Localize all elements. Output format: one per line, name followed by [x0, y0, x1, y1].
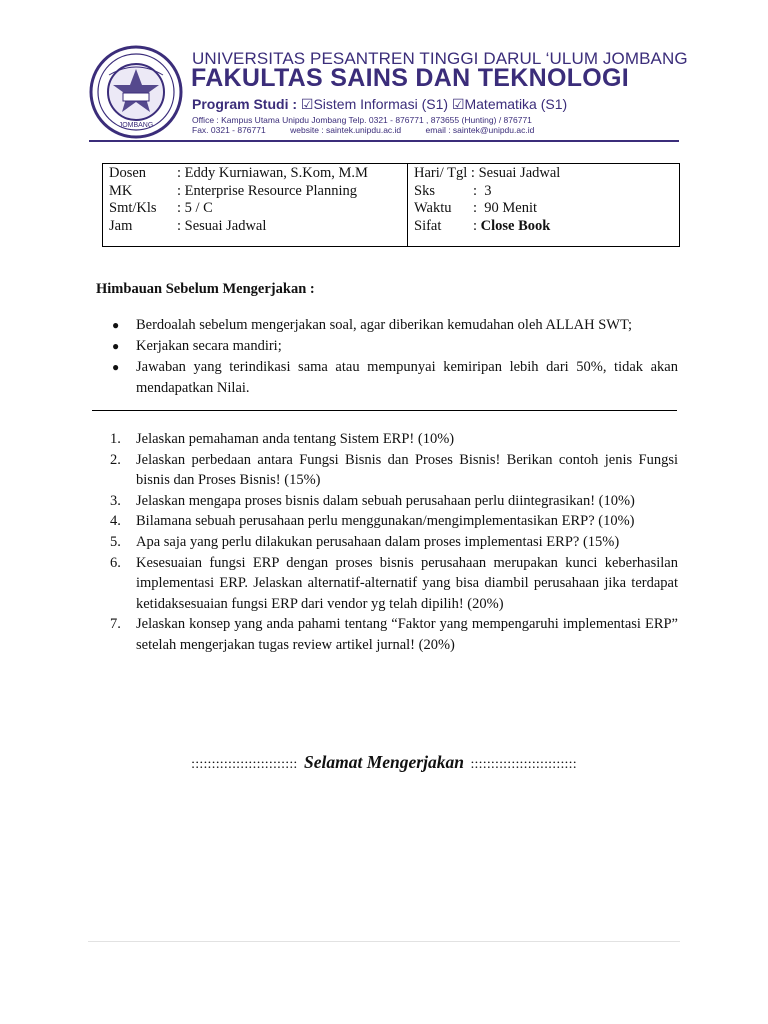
question-list [110, 429, 678, 656]
logo-text: JOMBANG [118, 122, 154, 129]
closing-message [0, 752, 768, 773]
exam-info-left [103, 164, 408, 246]
closing-dots-left: :::::::::::::::::::::::::: [191, 757, 298, 772]
question-item: 3. Jelaskan mengapa proses bisnis dalam sebuah perusahaan perlu diintegrasikan! (10%) [110, 492, 635, 509]
instructions-title: Himbauan Sebelum Mengerjakan : [96, 281, 315, 297]
info-row-smt: Smt/Kls : 5 / C [109, 200, 213, 216]
info-row-dosen: Dosen : Eddy Kurniawan, S.Kom, M.M [109, 165, 368, 181]
instructions-list [112, 315, 678, 399]
program-si: ☑Sistem Informasi (S1) [300, 96, 449, 112]
closing-phrase: Selamat Mengerjakan [304, 752, 464, 772]
program-line [192, 96, 567, 113]
info-row-sks: Sks : 3 [414, 182, 492, 199]
footer-divider [88, 941, 680, 942]
question-item: 5. Apa saja yang perlu dilakukan perusahaan dalam proses implementasi ERP? (15%) [110, 533, 620, 550]
bullet-icon: ● [112, 318, 120, 332]
university-name: UNIVERSITAS PESANTREN TINGGI DARUL ‘ULUM JOMBANG [192, 49, 688, 68]
info-row-waktu: Waktu : 90 Menit [414, 200, 538, 216]
program-mtk: ☑Matematika (S1) [451, 96, 568, 112]
list-item: ● Berdoalah sebelum mengerjakan soal, agar diberikan kemudahan oleh ALLAH SWT; [112, 315, 678, 336]
exam-info-box [102, 163, 680, 247]
closing-dots-right: :::::::::::::::::::::::::: [470, 757, 577, 772]
program-label: Program Studi : [192, 96, 298, 112]
fax-number: Fax. 0321 - 876771 [192, 125, 266, 135]
info-row-mk: MK : Enterprise Resource Planning [109, 182, 357, 199]
question-item: 4. Bilamana sebuah perusahaan perlu menggunakan/mengimplementasikan ERP? (10%) [110, 513, 635, 530]
bullet-icon: ● [112, 360, 120, 374]
info-row-jam: Jam : Sesuai Jadwal [109, 217, 267, 234]
contact-line [192, 125, 556, 135]
close-book-label: Close Book [480, 217, 551, 234]
section-divider [92, 410, 677, 411]
office-address: Office : Kampus Utama Unipdu Jombang Telp. 0321 - 876771 , 873655 (Hunting) / 876771 [192, 115, 532, 125]
bullet-icon: ● [112, 339, 120, 353]
question-item: 7. Jelaskan konsep yang anda pahami tentang “Faktor yang mempengaruhi implementasi ERP” setelah mengerjakan tugas review artikel jurnal! (20%) [110, 616, 678, 653]
university-logo [89, 45, 183, 139]
header-divider [89, 140, 679, 142]
website: website : saintek.unipdu.ac.id [290, 125, 402, 135]
list-item: ● Jawaban yang terindikasi sama atau mempunyai kemiripan lebih dari 50%, tidak akan mendapatkan Nilai. [112, 357, 678, 399]
email: email : saintek@unipdu.ac.id [425, 125, 535, 135]
info-row-sifat: Sifat : Close Book [414, 217, 551, 234]
question-item: 6. Kesesuaian fungsi ERP dengan proses bisnis perusahaan merupakan kunci keberhasilan implementasi ERP. Jelaskan alternatif-alternatif yang bisa diambil perusahaan jika terdapat ketidaksesuaian fungsi ERP dari vendor yg telah dipilih! (20%) [110, 554, 678, 612]
list-item: ● Kerjakan secara mandiri; [112, 336, 678, 357]
faculty-name: FAKULTAS SAINS DAN TEKNOLOGI [191, 64, 630, 92]
exam-info-right [408, 164, 679, 246]
question-item: 2. Jelaskan perbedaan antara Fungsi Bisnis dan Proses Bisnis! Berikan contoh jenis Fungsi bisnis dan Proses Bisnis! (15%) [110, 451, 678, 489]
question-item: 1. Jelaskan pemahaman anda tentang Sistem ERP! (10%) [110, 431, 455, 447]
info-row-hari: Hari/ Tgl : Sesuai Jadwal [414, 165, 561, 181]
